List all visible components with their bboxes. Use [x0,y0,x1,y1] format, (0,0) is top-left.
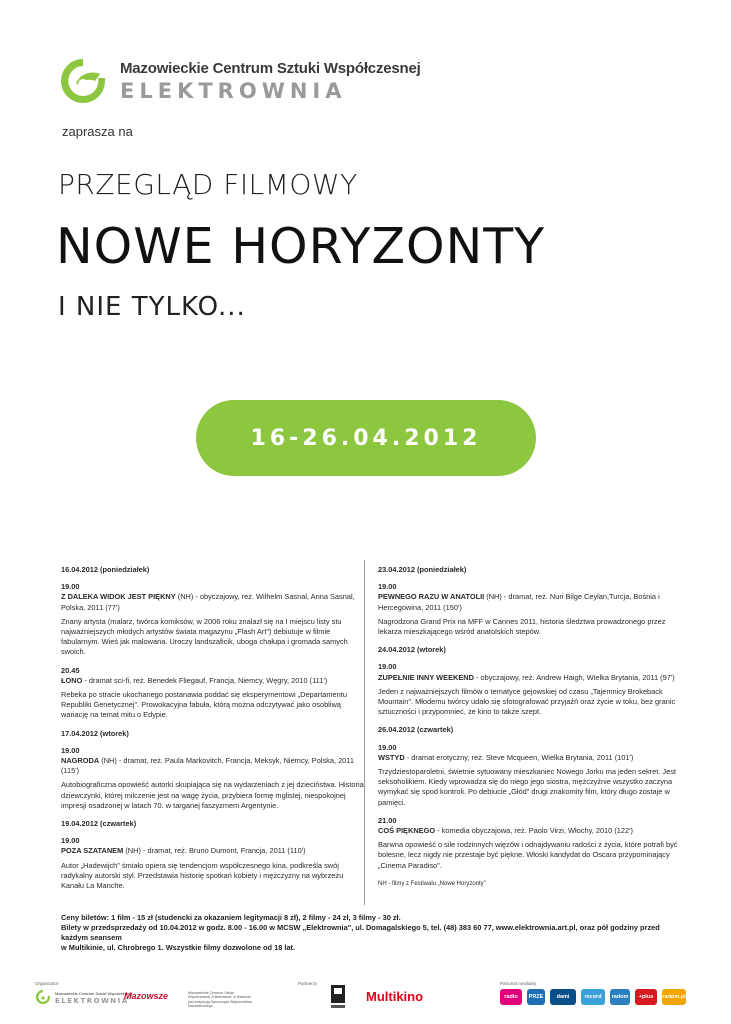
ticket-info [61,913,681,953]
screening-time: 20.45 [61,665,80,675]
film-line [61,846,366,856]
film-line [378,826,683,836]
film-meta: (NH) - dramat, reż. Nuri Bilge Ceylan,Turcja, Bośnia i Hercegowina, 2011 (150') [378,592,660,612]
film-description: Autor „Hadewijch" śmiało opiera się tendencjom współczesnego kina, podkreśla swój radykalny autorski styl. Przedstawia historię spotkań kobiety i mężczyzny na wybrzeżu Kanału La Manche. [61,860,344,891]
mazowsze-logo: Mazowsze [124,991,169,1001]
film-entry [61,746,366,811]
film-description: Nagrodzona Grand Prix na MFF w Cannes 2011, historia śledztwa prowadzonego przez lekarza mieszkającego wśród anatolskich stepów. [378,616,666,637]
elektrownia-mini-logo-icon [35,989,51,1005]
film-description: Trzydziestoparoletni, świetnie sytuowany mieszkaniec Nowego Jorku ma jeden sekret. Jest seksoholikiem. Kiedy wprowadza się do niego jego siostra, mężczyźnie wszystko zaczyna wymykać się spod kontroli. Po debiucie „Głód" drugi znakomity film, który długo zostaje w pamięci. [378,767,676,807]
media-patron-logo: radio [500,989,522,1005]
organizer-label: Organizator [35,981,59,986]
film-description: Rebeka po stracie ukochanego postanawia poddać się eksperymentowi „Departamentu Republiki Genetycznej". Prowokacyjna fabuła, którą można odczytywać jako osobliwą wariację na temat mitu o Edypie. [61,690,347,720]
event-title: NOWE HORYZONTY [56,218,546,275]
invite-text: zaprasza na [62,124,133,139]
ticket-prices: Ceny biletów: 1 film - 15 zł (studencki za okazaniem legitymacji 8 zł), 2 filmy - 24 zł, 3 filmy - 30 zł. [61,913,401,922]
film-entry [378,743,683,808]
film-title: ŁONO [61,675,83,685]
screening-time: 19.00 [378,742,397,752]
day-block [61,565,366,721]
media-patron-logo: radom [610,989,630,1005]
screening-time: 19.00 [61,745,80,755]
film-meta: (NH) - obyczajowy, reż. Wilhelm Sasnal, Anna Sasnal, Polska, 2011 (77') [61,592,355,612]
day-heading: 19.04.2012 (czwartek) [61,819,137,829]
screening-time: 21.00 [378,815,397,825]
media-patron-logo: record [581,989,605,1005]
media-patron-logo: dami [550,989,576,1005]
film-title: ZUPEŁNIE INNY WEEKEND [378,672,474,682]
multikino-logo: Multikino [366,989,424,1004]
program-column-left [61,565,366,899]
date-badge [196,400,536,476]
media-patron-logo: +plus [635,989,657,1005]
film-title: COŚ PIĘKNEGO [378,826,436,836]
film-entry [378,816,683,871]
festival-note: NH - filmy z Festiwalu „Nowe Horyzonty" [378,880,486,887]
film-meta: - komedia obyczajowa, reż. Paolo Virzi, Włochy, 2010 (122') [435,826,633,836]
film-meta: - obyczajowy, reż. Andrew Haigh, Wielka Brytania, 2011 (97') [473,672,675,682]
film-title: Z DALEKA WIDOK JEST PIĘKNY [61,592,176,602]
media-label: Patronat medialny [500,981,537,986]
media-patron-logo: radom.pl [662,989,686,1005]
film-line [61,592,366,612]
day-heading: 24.04.2012 (wtorek) [378,645,446,655]
day-block [378,645,683,717]
mini-org-wordmark: ELEKTROWNIA [55,997,129,1005]
film-meta: - dramat erotyczny, reż. Steve Mcqueen, Wielka Brytania, 2011 (101') [404,752,634,762]
film-title: PEWNEGO RAZU W ANATOLII [378,592,485,602]
film-entry [61,582,366,657]
film-line [378,592,683,612]
film-line [61,676,366,686]
venue-info: w Multikinie, ul. Chrobrego 1. Wszystkie filmy dozwolone od 18 lat. [61,943,296,952]
partners-label: Partnerzy [298,981,318,986]
partner-emblem-icon [330,984,346,1010]
film-description: Jeden z najważniejszych filmów o tematyce gejowskiej od czasu „Tajemnicy Brokeback Mountain". Młodemu twórcy udało się sfotografować przyjaźń oraz życie w toku, bez granic sztuczności i przypomnieć, że kino to także szept. [378,686,676,717]
screening-time: 19.00 [378,662,397,672]
day-heading: 17.04.2012 (wtorek) [61,728,129,738]
day-block [61,729,366,811]
film-meta: (NH) - dramat, reż. Paula Markovitch, Francja, Meksyk, Niemcy, Polska, 2011 (115') [61,756,354,776]
film-line [378,753,683,763]
screening-time: 19.00 [61,836,80,846]
film-meta: - dramat sci-fi, reż. Benedek Fliegauf, Francja, Niemcy, Węgry, 2010 (111') [82,675,328,685]
film-description: Autobiograficzna opowieść autorki skupiająca się na wydarzeniach z jej dzieciństwa. Historia dziewczynki, której milczenie jest na wagę życia, przybiera formę mglistej, niespokojnej impresji osadzonej w latach 70. w targanej faszyzmem Argentynie. [61,780,364,810]
film-line [61,756,366,776]
film-title: POZA SZATANEM [61,846,124,856]
event-subtitle: I NIE TYLKO... [58,292,246,322]
film-title: NAGRODA [61,756,100,766]
day-heading: 26.04.2012 (czwartek) [378,725,454,735]
elektrownia-logo-icon [58,56,108,106]
day-heading: 16.04.2012 (poniedziałek) [61,565,150,574]
film-entry [378,582,683,637]
screening-time: 19.00 [378,582,397,592]
film-meta: (NH) - dramat, reż. Bruno Dumont, Francja, 2011 (110') [123,846,306,856]
presale-info: Bilety w przedsprzedaży od 10.04.2012 w godz. 8.00 - 16.00 w MCSW „Elektrownia", ul. Domagalskiego 5, tel. (48) 383 60 77, www.elektrownia.art.pl, oraz pół godziny przed każdym seansem [61,923,660,942]
mini-org-name: Mazowieckie Centrum Sztuki Współczesnej [55,991,133,996]
day-block [378,725,683,870]
film-description: Znany artysta (malarz, twórca komiksów, w 2006 roku znalazł się na I miejscu listy stu najważniejszych młodych artystów świata magazynu „Flash Art") debiutuje w filmie fabularnym. Wieś jak malowana. Uroczy landszaficik, uboga chałupa i gromada samych swoich. [61,616,348,657]
day-block [378,565,683,637]
film-description: Barwna opowieść o sile rodzinnych więzów i odnajdywaniu radości z życia, które potrafi być bolesne, lecz nigdy nie przestaje być piękne. Włoski kandydat do Oscara przypominający „Cinema Paradiso". [378,840,678,870]
day-block [61,819,366,891]
date-range: 16-26.04.2012 [250,425,482,451]
film-line [378,673,683,683]
media-patron-logo: PRZE [527,989,545,1005]
column-divider [364,560,365,905]
day-heading: 23.04.2012 (poniedziałek) [378,565,467,574]
film-title: WSTYD [378,752,405,762]
event-kicker: PRZEGLĄD FILMOWY [58,168,358,201]
film-entry [61,836,366,891]
screening-time: 19.00 [61,582,80,592]
org-name: Mazowieckie Centrum Sztuki Współczesnej [120,60,421,77]
program-column-right [378,565,683,889]
mazowsze-description: Mazowieckie Centrum Sztuki Współczesnej „Elektrownia" w Radomiu jest instytucją Samorządu Województwa Mazowieckiego [188,991,253,1009]
film-entry [61,666,366,721]
org-wordmark: ELEKTROWNIA [120,79,347,103]
film-entry [378,662,683,717]
